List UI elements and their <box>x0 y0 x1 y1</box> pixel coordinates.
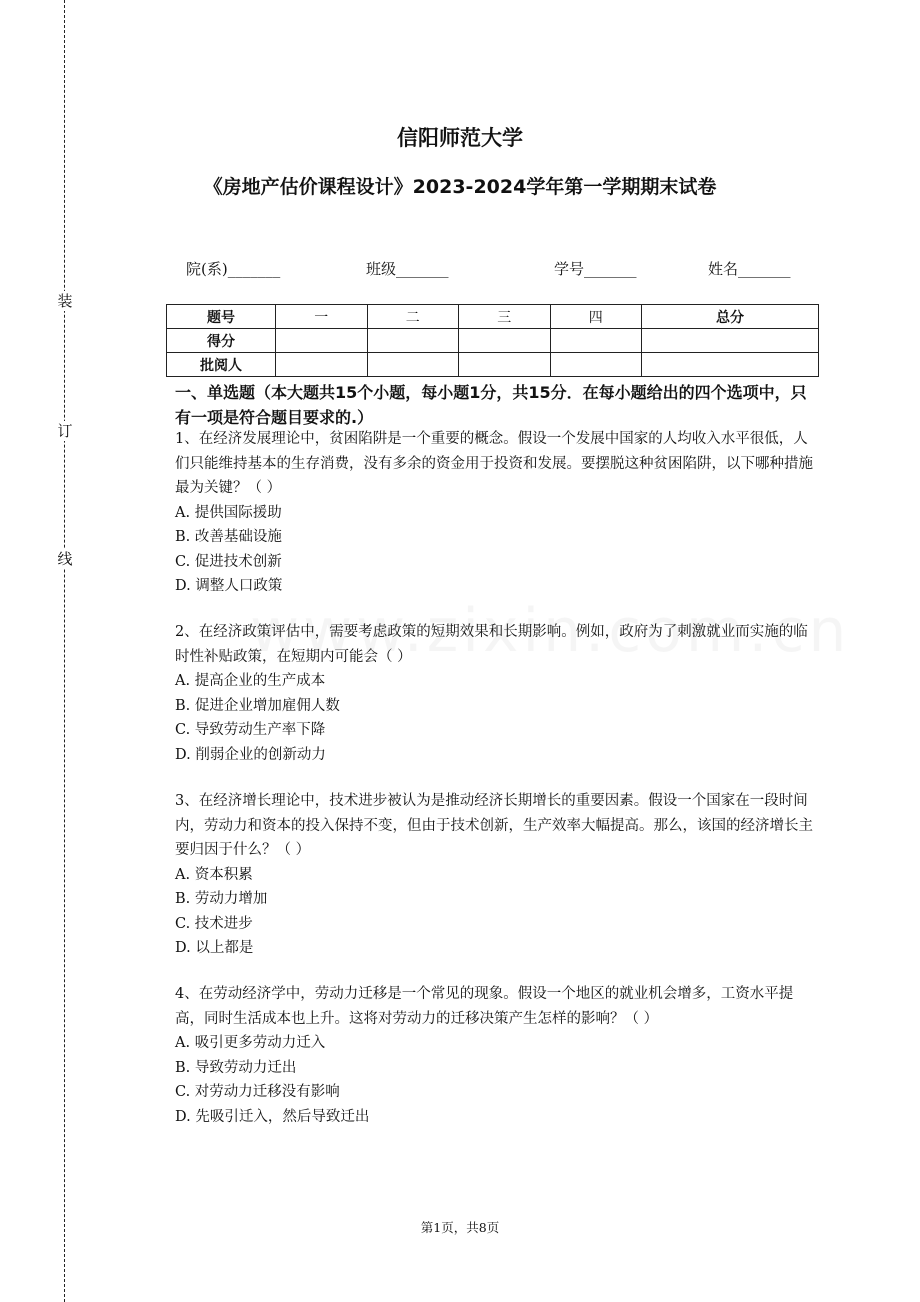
score-table-row-score <box>167 329 819 353</box>
option-c[interactable]: C. 导致劳动生产率下降 <box>175 722 326 738</box>
option-a[interactable]: A. 提高企业的生产成本 <box>175 673 326 689</box>
option-c[interactable]: C. 对劳动力迁移没有影响 <box>175 1084 340 1100</box>
binding-char-zhuang: 装 <box>57 292 73 310</box>
question-stem: 4、在劳动经济学中，劳动力迁移是一个常见的现象。假设一个地区的就业机会增多，工资水平提高，同时生活成本也上升。这将对劳动力的迁移决策产生怎样的影响？（ ） <box>175 986 794 1027</box>
score-table-cell: 总分 <box>642 305 819 329</box>
reviewer-cell[interactable] <box>459 353 551 377</box>
reviewer-cell[interactable] <box>276 353 368 377</box>
question-2 <box>175 620 820 767</box>
score-table-row-label: 得分 <box>167 329 276 353</box>
section-heading: 一、单选题（本大题共15个小题，每小题1分，共15分．在每小题给出的四个选项中，只有一项是符合题目要求的.） <box>175 383 807 427</box>
score-table-cell: 三 <box>459 305 551 329</box>
score-table <box>166 304 819 377</box>
option-d[interactable]: D. 削弱企业的创新动力 <box>175 746 326 763</box>
binding-char-xian: 线 <box>57 550 73 568</box>
option-a[interactable]: A. 吸引更多劳动力迁入 <box>175 1035 326 1051</box>
option-d[interactable]: D. 先吸引迁入，然后导致迁出 <box>175 1108 370 1125</box>
score-table-header-row <box>167 305 819 329</box>
question-1 <box>175 427 820 599</box>
score-cell[interactable] <box>459 329 551 353</box>
score-table-cell: 二 <box>367 305 459 329</box>
score-table-row-label: 批阅人 <box>167 353 276 377</box>
option-c[interactable]: C. 促进技术创新 <box>175 553 282 570</box>
option-b[interactable]: B. 劳动力增加 <box>175 891 268 907</box>
class-field[interactable]: 班级_______ <box>366 260 449 278</box>
question-stem: 3、在经济增长理论中，技术进步被认为是推动经济长期增长的重要因素。假设一个国家在一段时间内，劳动力和资本的投入保持不变，但由于技术创新，生产效率大幅提高。那么，该国的经济增长主要归因于什么？（ ） <box>175 793 813 858</box>
exam-title: 《房地产估价课程设计》2023-2024学年第一学期期末试卷 <box>203 176 717 198</box>
binding-char-ding: 订 <box>57 422 73 440</box>
student-id-field[interactable]: 学号_______ <box>554 260 637 278</box>
name-field[interactable]: 姓名_______ <box>708 260 791 278</box>
reviewer-cell[interactable] <box>550 353 642 377</box>
option-b[interactable]: B. 导致劳动力迁出 <box>175 1059 297 1076</box>
score-table-row-reviewer <box>167 353 819 377</box>
option-b[interactable]: B. 改善基础设施 <box>175 529 282 545</box>
score-cell[interactable] <box>642 329 819 353</box>
reviewer-cell[interactable] <box>642 353 819 377</box>
department-field[interactable]: 院(系)_______ <box>186 260 281 278</box>
option-c[interactable]: C. 技术进步 <box>175 915 253 932</box>
option-b[interactable]: B. 促进企业增加雇佣人数 <box>175 697 340 714</box>
student-info-row <box>186 258 816 280</box>
option-a[interactable]: A. 资本积累 <box>175 866 253 883</box>
score-cell[interactable] <box>367 329 459 353</box>
question-3 <box>175 789 820 961</box>
reviewer-cell[interactable] <box>367 353 459 377</box>
question-stem: 1、在经济发展理论中，贫困陷阱是一个重要的概念。假设一个发展中国家的人均收入水平很低，人们只能维持基本的生存消费，没有多余的资金用于投资和发展。要摆脱这种贫困陷阱，以下哪种措施最为关键？（ ） <box>175 431 813 496</box>
university-title: 信阳师范大学 <box>397 126 523 150</box>
option-a[interactable]: A. 提供国际援助 <box>175 504 282 521</box>
score-table-cell: 一 <box>276 305 368 329</box>
option-d[interactable]: D. 调整人口政策 <box>175 578 283 594</box>
score-cell[interactable] <box>550 329 642 353</box>
page-footer: 第1页，共8页 <box>420 1220 500 1235</box>
question-4 <box>175 982 820 1129</box>
question-stem: 2、在经济政策评估中，需要考虑政策的短期效果和长期影响。例如，政府为了刺激就业而实施的临时性补贴政策，在短期内可能会（ ） <box>175 624 808 665</box>
option-d[interactable]: D. 以上都是 <box>175 940 254 956</box>
score-cell[interactable] <box>276 329 368 353</box>
score-table-cell: 题号 <box>167 305 276 329</box>
score-table-cell: 四 <box>550 305 642 329</box>
